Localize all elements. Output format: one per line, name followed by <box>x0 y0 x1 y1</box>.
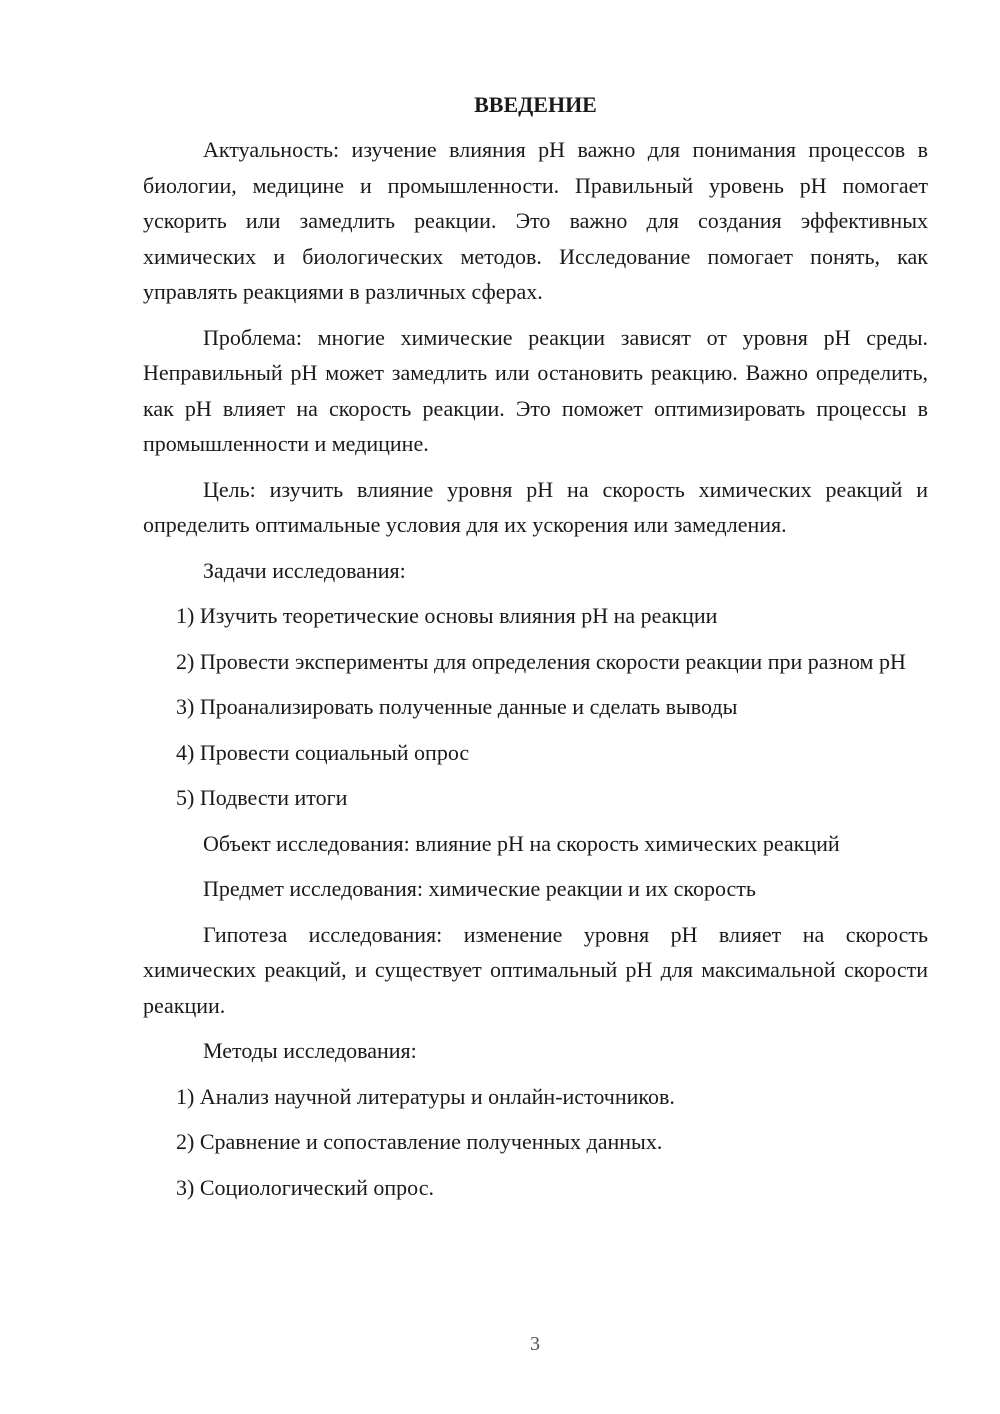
method-item: 3) Социологический опрос. <box>176 1174 434 1200</box>
task-item: 2) Провести эксперименты для определения скорости реакции при разном pH <box>176 648 906 674</box>
methods-title: Методы исследования: <box>203 1038 417 1063</box>
relevance-paragraph: Актуальность: изучение влияния pH важно для понимания процессов в биологии, медицине и промышленности. Правильный уровень pH помогает ускорить или замедлить реакции. Это важно для создания эффективных химических и биологических методов. Исследование помогает понять, как управлять реакциями в различных сферах. <box>143 137 928 304</box>
method-item: 2) Сравнение и сопоставление полученных данных. <box>176 1129 663 1154</box>
method-item: 1) Анализ научной литературы и онлайн-источников. <box>176 1083 675 1109</box>
task-item: 1) Изучить теоретические основы влияния pH на реакции <box>176 603 718 628</box>
problem-paragraph: Проблема: многие химические реакции зависят от уровня pH среды. Неправильный pH может замедлить или остановить реакцию. Важно определить, как pH влияет на скорость реакции. Это поможет оптимизировать процессы в промышленности и медицине. <box>143 324 928 456</box>
task-item: 5) Подвести итоги <box>176 785 348 810</box>
task-item: 3) Проанализировать полученные данные и сделать выводы <box>176 694 738 719</box>
tasks-title: Задачи исследования: <box>203 557 406 583</box>
object-paragraph: Объект исследования: влияние pH на скорость химических реакций <box>203 830 840 856</box>
document-page <box>143 92 928 1215</box>
section-heading: ВВЕДЕНИЕ <box>474 92 597 117</box>
subject-paragraph: Предмет исследования: химические реакции и их скорость <box>203 876 756 901</box>
task-item: 4) Провести социальный опрос <box>176 739 470 765</box>
goal-paragraph: Цель: изучить влияние уровня pH на скорость химических реакций и определить оптимальные условия для их ускорения или замедления. <box>143 476 928 537</box>
hypothesis-paragraph: Гипотеза исследования: изменение уровня pH влияет на скорость химических реакций, и существует оптимальный pH для максимальной скорости реакции. <box>143 921 928 1018</box>
page-number: 3 <box>530 1333 540 1355</box>
